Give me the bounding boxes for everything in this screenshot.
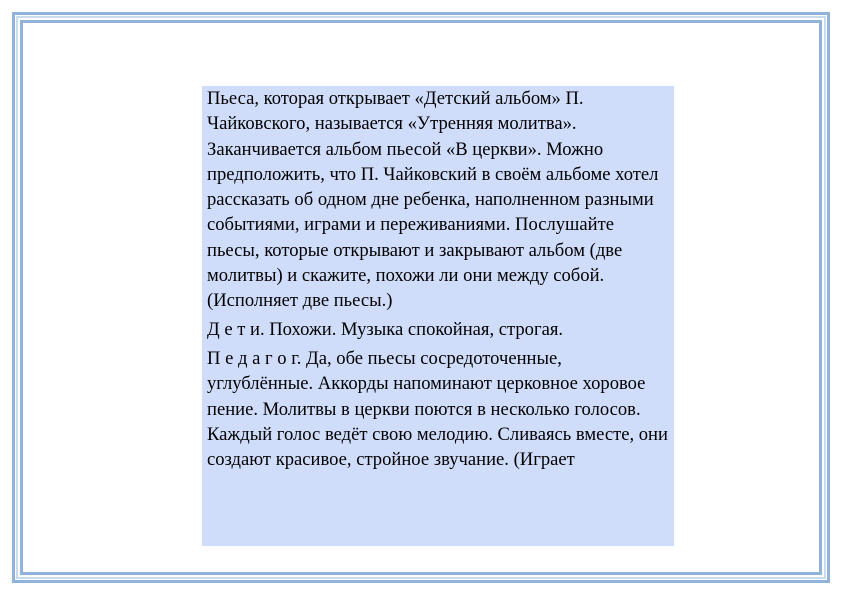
paragraph-intro: Пьеса, которая открывает «Детский альбом» П. Чайковского, называется «Утренняя молитва». Заканчивается альбом пьесой «В церкви». Можно предположить, что П. Чайковский в своём альбоме хотел рассказать об одном дне ребенка, наполненном разными событиями, играми и переживаниями. Послушайте пьесы, которые открывают и закрывают альбом (две молитвы) и скажите, похожи ли они между собой. (Исполняет две пьесы.) [207,88,659,312]
paragraph-teacher: П е д а г о г. Да, обе пьесы сосредоточенные, углублённые. Аккорды напоминают церковное хоровое пение. Молитвы в церкви поются в несколько голосов. Каждый голос ведёт свою мелодию. Сливаясь вместе, они создают красивое, стройное звучание. (Играет [207,347,668,471]
paragraph-children-answer: Д е т и. Похожи. Музыка спокойная, строгая. [207,319,564,341]
text-box [202,86,674,546]
